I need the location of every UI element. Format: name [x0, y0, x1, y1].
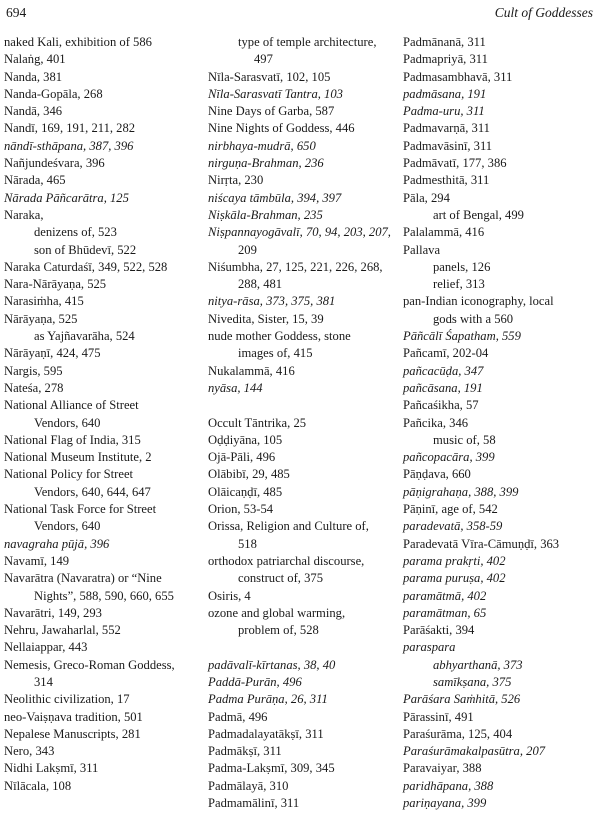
- index-subentry: samīkṣana, 375: [433, 674, 512, 689]
- index-entry: Nirṛta, 230: [208, 173, 264, 188]
- index-entry: Parāśakti, 394: [403, 623, 475, 638]
- index-entry: Oḍḍiyāna, 105: [208, 432, 283, 447]
- index-subentry: relief, 313: [433, 277, 485, 292]
- index-entry: Pañcika, 346: [403, 415, 469, 430]
- index-entry: Nidhi Lakṣmī, 311: [4, 761, 99, 776]
- index-entry: Paddā-Purān, 496: [208, 674, 302, 689]
- index-entry: Niśumbha, 27, 125, 221, 226, 268,: [208, 259, 383, 274]
- index-entry: pāṇigrahaṇa, 388, 399: [403, 484, 519, 499]
- index-entry: Palalammā, 416: [403, 225, 485, 240]
- index-entry: Naraka,: [4, 207, 44, 222]
- index-entry: Orissa, Religion and Culture of,: [208, 519, 369, 534]
- page-number: 694: [6, 5, 27, 20]
- index-column-2: [208, 34, 398, 812]
- index-entry: Nalaṅg, 401: [4, 52, 66, 67]
- index-entry: Nārāyaṇa, 525: [4, 311, 78, 326]
- index-entry: pañcopacāra, 399: [403, 450, 495, 465]
- index-subentry: gods with a 560: [433, 311, 514, 326]
- index-entry: Orion, 53-54: [208, 502, 274, 517]
- index-entry: Nandī, 169, 191, 211, 282: [4, 121, 136, 136]
- index-entry: Paradevatā Vīra-Cāmuṇḍī, 363: [403, 536, 560, 551]
- index-entry: Nehru, Jawaharlal, 552: [4, 623, 121, 638]
- index-subentry: construct of, 375: [238, 571, 323, 586]
- index-entry: paridhāpana, 388: [403, 778, 494, 793]
- index-entry: Nellaiappar, 443: [4, 640, 88, 655]
- index-entry: Occult Tāntrika, 25: [208, 415, 307, 430]
- index-entry: Padmesthitā, 311: [403, 173, 490, 188]
- index-entry: Narasiṁha, 415: [4, 294, 84, 309]
- index-entry: Pāṇinī, age of, 542: [403, 502, 498, 517]
- index-entry: Parāśara Saṁhitā, 526: [403, 692, 521, 707]
- index-entry: nirbhaya-mudrā, 650: [208, 138, 316, 153]
- index-entry: Naraka Caturdaśī, 349, 522, 528: [4, 259, 168, 274]
- index-entry: Padmasambhavā, 311: [403, 69, 513, 84]
- index-entry: Olāicaṇḍī, 485: [208, 484, 283, 499]
- index-entry: Nañjundeśvara, 396: [4, 156, 105, 171]
- index-entry: Nārada Pāñcarātra, 125: [4, 190, 129, 205]
- index-entry: Padmamālinī, 311: [208, 796, 300, 811]
- index-entry: Nargis, 595: [4, 363, 63, 378]
- index-entry: Osiris, 4: [208, 588, 251, 603]
- index-entry: Nārāyaṇī, 424, 475: [4, 346, 101, 361]
- index-entry: parama prakṛti, 402: [403, 553, 506, 568]
- index-subentry: 209: [238, 242, 257, 257]
- index-column-1: [4, 34, 206, 795]
- index-entry: Pāñcālī Śapatham, 559: [403, 329, 521, 344]
- index-entry: Niṣpannayogāvalī, 70, 94, 203, 207,: [208, 225, 391, 240]
- index-entry: orthodox patriarchal discourse,: [208, 553, 365, 568]
- index-entry: Nanda, 381: [4, 69, 63, 84]
- index-entry: Navamī, 149: [4, 553, 70, 568]
- running-title: Cult of Goddesses: [494, 5, 593, 20]
- index-entry: nitya-rāsa, 373, 375, 381: [208, 294, 336, 309]
- index-entry: National Alliance of Street: [4, 398, 139, 413]
- index-entry: Ojā-Pāli, 496: [208, 450, 276, 465]
- index-entry: paramātmā, 402: [403, 588, 487, 603]
- index-subentry: abhyarthanā, 373: [433, 657, 523, 672]
- index-entry: Padma-uru, 311: [403, 104, 485, 119]
- index-entry: National Policy for Street: [4, 467, 134, 482]
- index-entry: Nemesis, Greco-Roman Goddess,: [4, 657, 175, 672]
- index-subentry: son of Bhūdevī, 522: [34, 242, 137, 257]
- index-entry: Padmapriyā, 311: [403, 52, 488, 67]
- index-entry: Nero, 343: [4, 744, 55, 759]
- index-entry: Olābibī, 29, 485: [208, 467, 290, 482]
- index-entry: Padmāvatī, 177, 386: [403, 156, 507, 171]
- index-entry: nāndī-sthāpana, 387, 396: [4, 138, 134, 153]
- index-entry: pañcacūḍa, 347: [403, 363, 484, 378]
- index-subentry: Nights”, 588, 590, 660, 655: [34, 588, 174, 603]
- index-entry: National Museum Institute, 2: [4, 450, 152, 465]
- index-entry: Paraśurāmakalpasūtra, 207: [403, 744, 546, 759]
- index-entry: navagraha pūjā, 396: [4, 536, 110, 551]
- index-entry: Nīla-Sarasvatī, 102, 105: [208, 69, 331, 84]
- index-entry: Navarātra (Navaratra) or “Nine: [4, 571, 162, 586]
- index-entry: nude mother Goddess, stone: [208, 329, 351, 344]
- index-subentry: problem of, 528: [238, 623, 319, 638]
- index-entry: Nine Nights of Goddess, 446: [208, 121, 355, 136]
- index-entry: Pallava: [403, 242, 441, 257]
- index-entry: Nīlācala, 108: [4, 778, 72, 793]
- index-entry: Pāla, 294: [403, 190, 450, 205]
- index-subentry: type of temple architecture,: [238, 35, 377, 49]
- index-subentry: Vendors, 640: [34, 519, 101, 534]
- index-entry: paraspara: [403, 640, 456, 655]
- index-entry: National Flag of India, 315: [4, 432, 141, 447]
- index-letter-gap: [208, 639, 398, 656]
- index-entry: Padmālayā, 310: [208, 778, 289, 793]
- index-entry: pañcāsana, 191: [403, 380, 483, 395]
- index-subentry: 497: [254, 52, 273, 67]
- index-subentry: as Yajñavarāha, 524: [34, 329, 135, 344]
- index-entry: Padmānanā, 311: [403, 35, 486, 49]
- index-subentry: music of, 58: [433, 432, 496, 447]
- index-entry: Pāṇḍava, 660: [403, 467, 471, 482]
- index-entry: National Task Force for Street: [4, 502, 157, 517]
- index-entry: Pārassinī, 491: [403, 709, 474, 724]
- index-entry: padāvalī-kīrtanas, 38, 40: [208, 657, 336, 672]
- index-entry: Navarātri, 149, 293: [4, 605, 102, 620]
- index-entry: niścaya tāmbūla, 394, 397: [208, 190, 342, 205]
- index-entry: Nateśa, 278: [4, 380, 64, 395]
- index-entry: Paraśurāma, 125, 404: [403, 726, 513, 741]
- index-subentry: images of, 415: [238, 346, 313, 361]
- index-entry: Padmavāsinī, 311: [403, 138, 493, 153]
- index-column-3: [403, 34, 598, 812]
- index-subentry: Vendors, 640, 644, 647: [34, 484, 151, 499]
- index-entry: nyāsa, 144: [208, 380, 263, 395]
- index-entry: pariṇayana, 399: [403, 796, 487, 811]
- index-entry: Nanda-Gopāla, 268: [4, 86, 103, 101]
- index-subentry: 518: [238, 536, 257, 551]
- index-entry: Niṣkāla-Brahman, 235: [208, 207, 323, 222]
- index-entry: Nara-Nārāyaṇa, 525: [4, 277, 107, 292]
- index-subentry: art of Bengal, 499: [433, 207, 524, 222]
- index-entry: Padmākṣī, 311: [208, 744, 282, 759]
- index-entry: Nine Days of Garba, 587: [208, 104, 335, 119]
- index-entry: Pañcaśikha, 57: [403, 398, 479, 413]
- index-entry: neo-Vaiṣṇava tradition, 501: [4, 709, 143, 724]
- index-entry: ozone and global warming,: [208, 605, 346, 620]
- index-subentry: panels, 126: [433, 259, 491, 274]
- index-entry: Paravaiyar, 388: [403, 761, 482, 776]
- index-entry: Neolithic civilization, 17: [4, 692, 130, 707]
- index-entry: Padmadalayatākṣī, 311: [208, 726, 324, 741]
- index-entry: Nepalese Manuscripts, 281: [4, 726, 141, 741]
- index-subentry: 314: [34, 674, 53, 689]
- index-entry: Pañcamī, 202-04: [403, 346, 489, 361]
- index-entry: paramātman, 65: [403, 605, 487, 620]
- index-subentry: 288, 481: [238, 277, 283, 292]
- index-letter-gap: [208, 397, 398, 414]
- index-entry: pan-Indian iconography, local: [403, 294, 554, 309]
- index-entry: Padma Purāṇa, 26, 311: [208, 692, 328, 707]
- index-entry: Nīla-Sarasvatī Tantra, 103: [208, 86, 343, 101]
- index-entry: Nukalammā, 416: [208, 363, 295, 378]
- index-entry: Padmā, 496: [208, 709, 268, 724]
- index-entry: naked Kali, exhibition of 586: [4, 35, 152, 49]
- index-entry: Nandā, 346: [4, 104, 63, 119]
- index-entry: parama puruṣa, 402: [403, 571, 506, 586]
- index-entry: paradevatā, 358-59: [403, 519, 503, 534]
- index-subentry: denizens of, 523: [34, 225, 117, 240]
- index-entry: Nivedita, Sister, 15, 39: [208, 311, 324, 326]
- index-entry: Padmavarṇā, 311: [403, 121, 490, 136]
- index-entry: nirguṇa-Brahman, 236: [208, 156, 324, 171]
- index-entry: padmāsana, 191: [403, 86, 487, 101]
- index-entry: Padma-Lakṣmī, 309, 345: [208, 761, 335, 776]
- index-subentry: Vendors, 640: [34, 415, 101, 430]
- index-entry: Nārada, 465: [4, 173, 66, 188]
